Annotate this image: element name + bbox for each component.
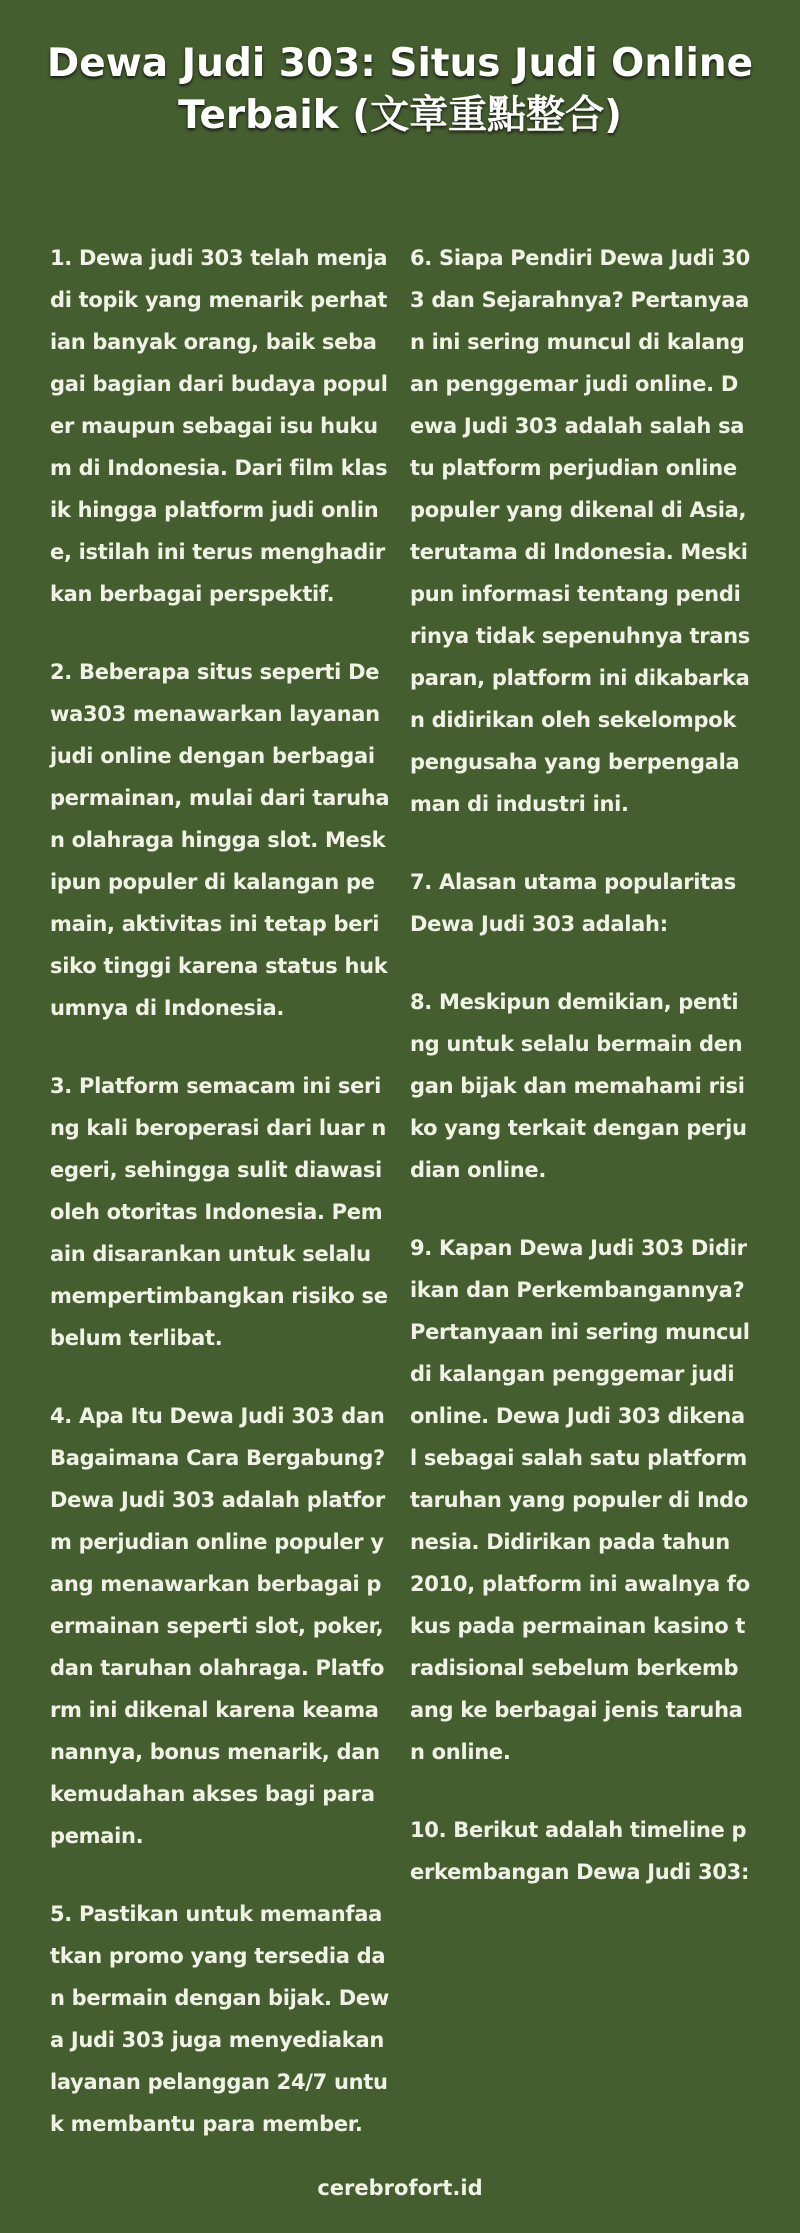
article-body <box>50 237 757 2181</box>
paragraph-3: 3. Platform semacam ini sering kali beroperasi dari luar negeri, sehingga sulit diawasi oleh otoritas Indonesia. Pemain disarankan untuk selalu mempertimbangkan risiko sebelum terlibat. <box>50 1074 389 1350</box>
paragraph-10: 10. Berikut adalah timeline perkembangan Dewa Judi 303: <box>410 1818 750 1884</box>
paragraph-6: 6. Siapa Pendiri Dewa Judi 303 dan Sejarahnya? Pertanyaan ini sering muncul di kalangan penggemar judi online. Dewa Judi 303 adalah salah satu platform perjudian online populer yang dikenal di Asia, terutama di Indonesia. Meskipun informasi tentang pendirinya tidak sepenuhnya transparan, platform ini dikabarkan didirikan oleh sekelompok pengusaha yang berpengalaman di industri ini. <box>410 246 754 816</box>
paragraph-8: 8. Meskipun demikian, penting untuk selalu bermain dengan bijak dan memahami risiko yang terkait dengan perjudian online. <box>410 990 747 1182</box>
paragraph-9: 9. Kapan Dewa Judi 303 Didirikan dan Perkembangannya? Pertanyaan ini sering muncul di kalangan penggemar judi online. Dewa Judi 303 dikenal sebagai salah satu platform taruhan yang populer di Indonesia. Didirikan pada tahun 2010, platform ini awalnya fokus pada permainan kasino tradisional sebelum berkembang ke berbagai jenis taruhan online. <box>410 1236 757 1764</box>
right-column <box>410 237 757 2181</box>
paragraph-2: 2. Beberapa situs seperti Dewa303 menawarkan layanan judi online dengan berbagai permainan, mulai dari taruhan olahraga hingga slot. Meskipun populer di kalangan pemain, aktivitas ini tetap berisiko tinggi karena status hukumnya di Indonesia. <box>50 660 390 1020</box>
page-title: Dewa Judi 303: Situs Judi Online Terbaik (文章重點整合) <box>46 41 754 138</box>
paragraph-5: 5. Pastikan untuk memanfaatkan promo yang tersedia dan bermain dengan bijak. Dewa Judi 303 juga menyediakan layanan pelanggan 24/7 untuk membantu para member. <box>50 1902 392 2136</box>
paragraph-7: 7. Alasan utama popularitas Dewa Judi 303 adalah: <box>410 870 743 936</box>
paragraph-4: 4. Apa Itu Dewa Judi 303 dan Bagaimana Cara Bergabung? Dewa Judi 303 adalah platform perjudian online populer yang menawarkan berbagai permainan seperti slot, poker, dan taruhan olahraga. Platform ini dikenal karena keamanannya, bonus menarik, dan kemudahan akses bagi para pemain. <box>50 1404 392 1848</box>
left-column <box>50 237 390 2181</box>
site-footer: cerebrofort.id <box>317 2176 483 2200</box>
paragraph-1: 1. Dewa judi 303 telah menjadi topik yang menarik perhatian banyak orang, baik sebagai bagian dari budaya populer maupun sebagai isu hukum di Indonesia. Dari film klasik hingga platform judi online, istilah ini terus menghadirkan berbagai perspektif. <box>50 246 388 606</box>
